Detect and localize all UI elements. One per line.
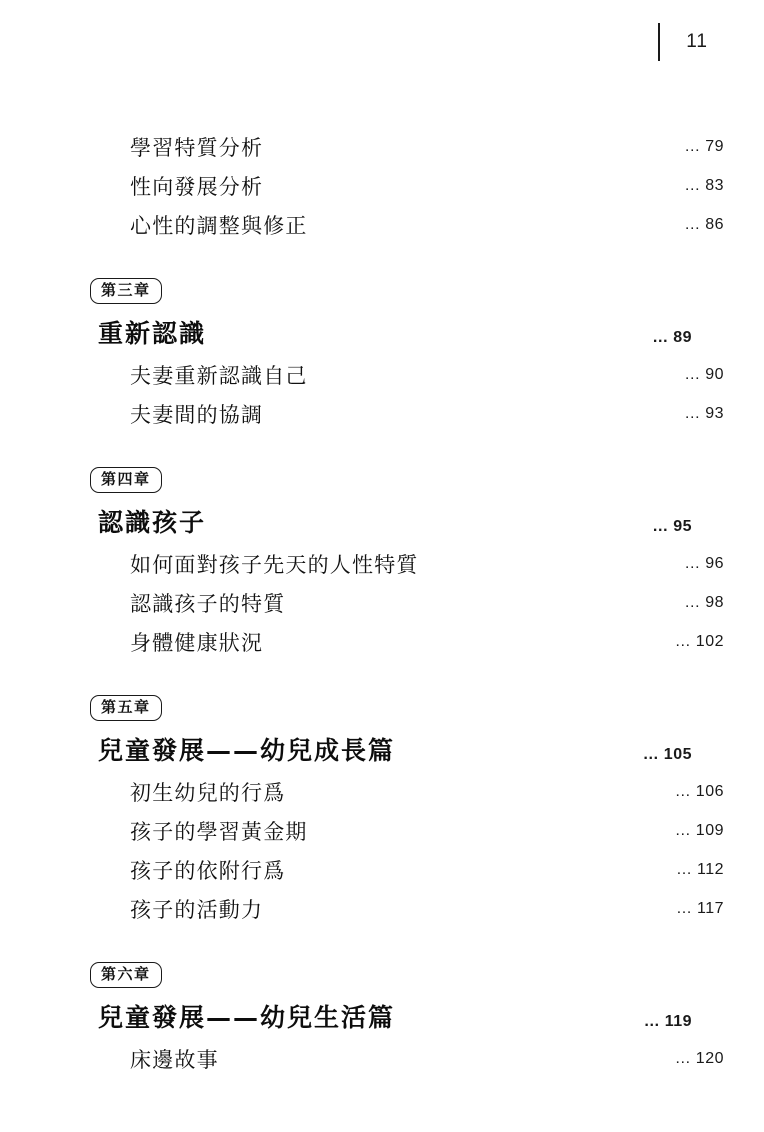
chapter-tag: 第五章: [90, 695, 162, 721]
chapter-tag: 第四章: [90, 467, 162, 493]
toc-entry-label: 孩子的活動力: [130, 898, 264, 922]
toc-entry[interactable]: [86, 395, 746, 433]
toc-entry[interactable]: [86, 128, 746, 166]
toc-entry-label: 心性的調整與修正: [130, 214, 308, 238]
chapter-block-5: [86, 695, 724, 928]
toc-entry-label: 孩子的學習黃金期: [130, 820, 308, 844]
toc-entry-page: … 98: [684, 594, 724, 611]
page-header: [658, 22, 708, 62]
toc-entry-label: 夫妻重新認識自己: [130, 364, 308, 388]
toc-entry-label: 身體健康狀況: [130, 631, 264, 655]
toc-entry[interactable]: [86, 1040, 746, 1078]
toc-entry-label: 認識孩子的特質: [130, 592, 286, 616]
toc-entry[interactable]: [86, 167, 746, 205]
toc-entry-label: 學習特質分析: [130, 136, 264, 160]
chapter-title-row[interactable]: [86, 731, 714, 767]
chapter-title-page: … 105: [642, 746, 692, 763]
chapter-title-row[interactable]: [86, 314, 714, 350]
chapter-tag-row: [86, 467, 702, 493]
toc-entry-page: … 79: [684, 138, 724, 155]
chapter-tag: 第三章: [90, 278, 162, 304]
chapter-block-6: [86, 962, 724, 1078]
chapter-title-row[interactable]: [86, 503, 714, 539]
chapter-title: 兒童發展——幼兒生活篇: [98, 1003, 396, 1032]
toc-leading-group: [86, 128, 724, 244]
toc-entry-page: … 90: [684, 366, 724, 383]
toc-entry-page: … 117: [675, 900, 724, 917]
chapter-tag-row: [86, 962, 702, 988]
page-number: 11: [686, 31, 708, 52]
toc-entry-label: 夫妻間的協調: [130, 403, 264, 427]
toc-entry-label: 床邊故事: [130, 1048, 219, 1072]
chapter-block-4: [86, 467, 724, 661]
toc-entry[interactable]: [86, 773, 746, 811]
chapter-tag: 第六章: [90, 962, 162, 988]
chapter-title-page: … 119: [643, 1013, 692, 1030]
toc-entry-label: 孩子的依附行爲: [130, 859, 286, 883]
toc-entry[interactable]: [86, 545, 746, 583]
toc-entry-page: … 102: [674, 633, 724, 650]
table-of-contents: [0, 128, 764, 1079]
toc-entry[interactable]: [86, 356, 746, 394]
chapter-title-page: … 95: [652, 518, 692, 535]
toc-entry-page: … 109: [674, 822, 724, 839]
toc-entry[interactable]: [86, 890, 746, 928]
toc-entry[interactable]: [86, 206, 746, 244]
chapter-tag-row: [86, 278, 702, 304]
toc-entry[interactable]: [86, 584, 746, 622]
toc-entry-label: 初生幼兒的行爲: [130, 781, 286, 805]
toc-entry-page: … 93: [684, 405, 724, 422]
toc-entry-page: … 83: [684, 177, 724, 194]
chapter-title: 重新認識: [98, 319, 207, 348]
toc-entry-page: … 120: [674, 1050, 724, 1067]
chapter-title-page: … 89: [652, 329, 692, 346]
toc-entry[interactable]: [86, 851, 746, 889]
toc-entry[interactable]: [86, 812, 746, 850]
header-rule: [658, 23, 660, 61]
chapter-title-row[interactable]: [86, 998, 714, 1034]
toc-entry-page: … 106: [674, 783, 724, 800]
chapter-tag-row: [86, 695, 702, 721]
chapter-title: 認識孩子: [98, 508, 207, 537]
chapter-block-3: [86, 278, 724, 433]
toc-entry-page: … 112: [675, 861, 724, 878]
toc-entry[interactable]: [86, 623, 746, 661]
toc-entry-label: 性向發展分析: [130, 175, 264, 199]
toc-entry-page: … 96: [684, 555, 724, 572]
toc-entry-page: … 86: [684, 216, 724, 233]
toc-entry-label: 如何面對孩子先天的人性特質: [130, 553, 419, 577]
chapter-title: 兒童發展——幼兒成長篇: [98, 736, 396, 765]
